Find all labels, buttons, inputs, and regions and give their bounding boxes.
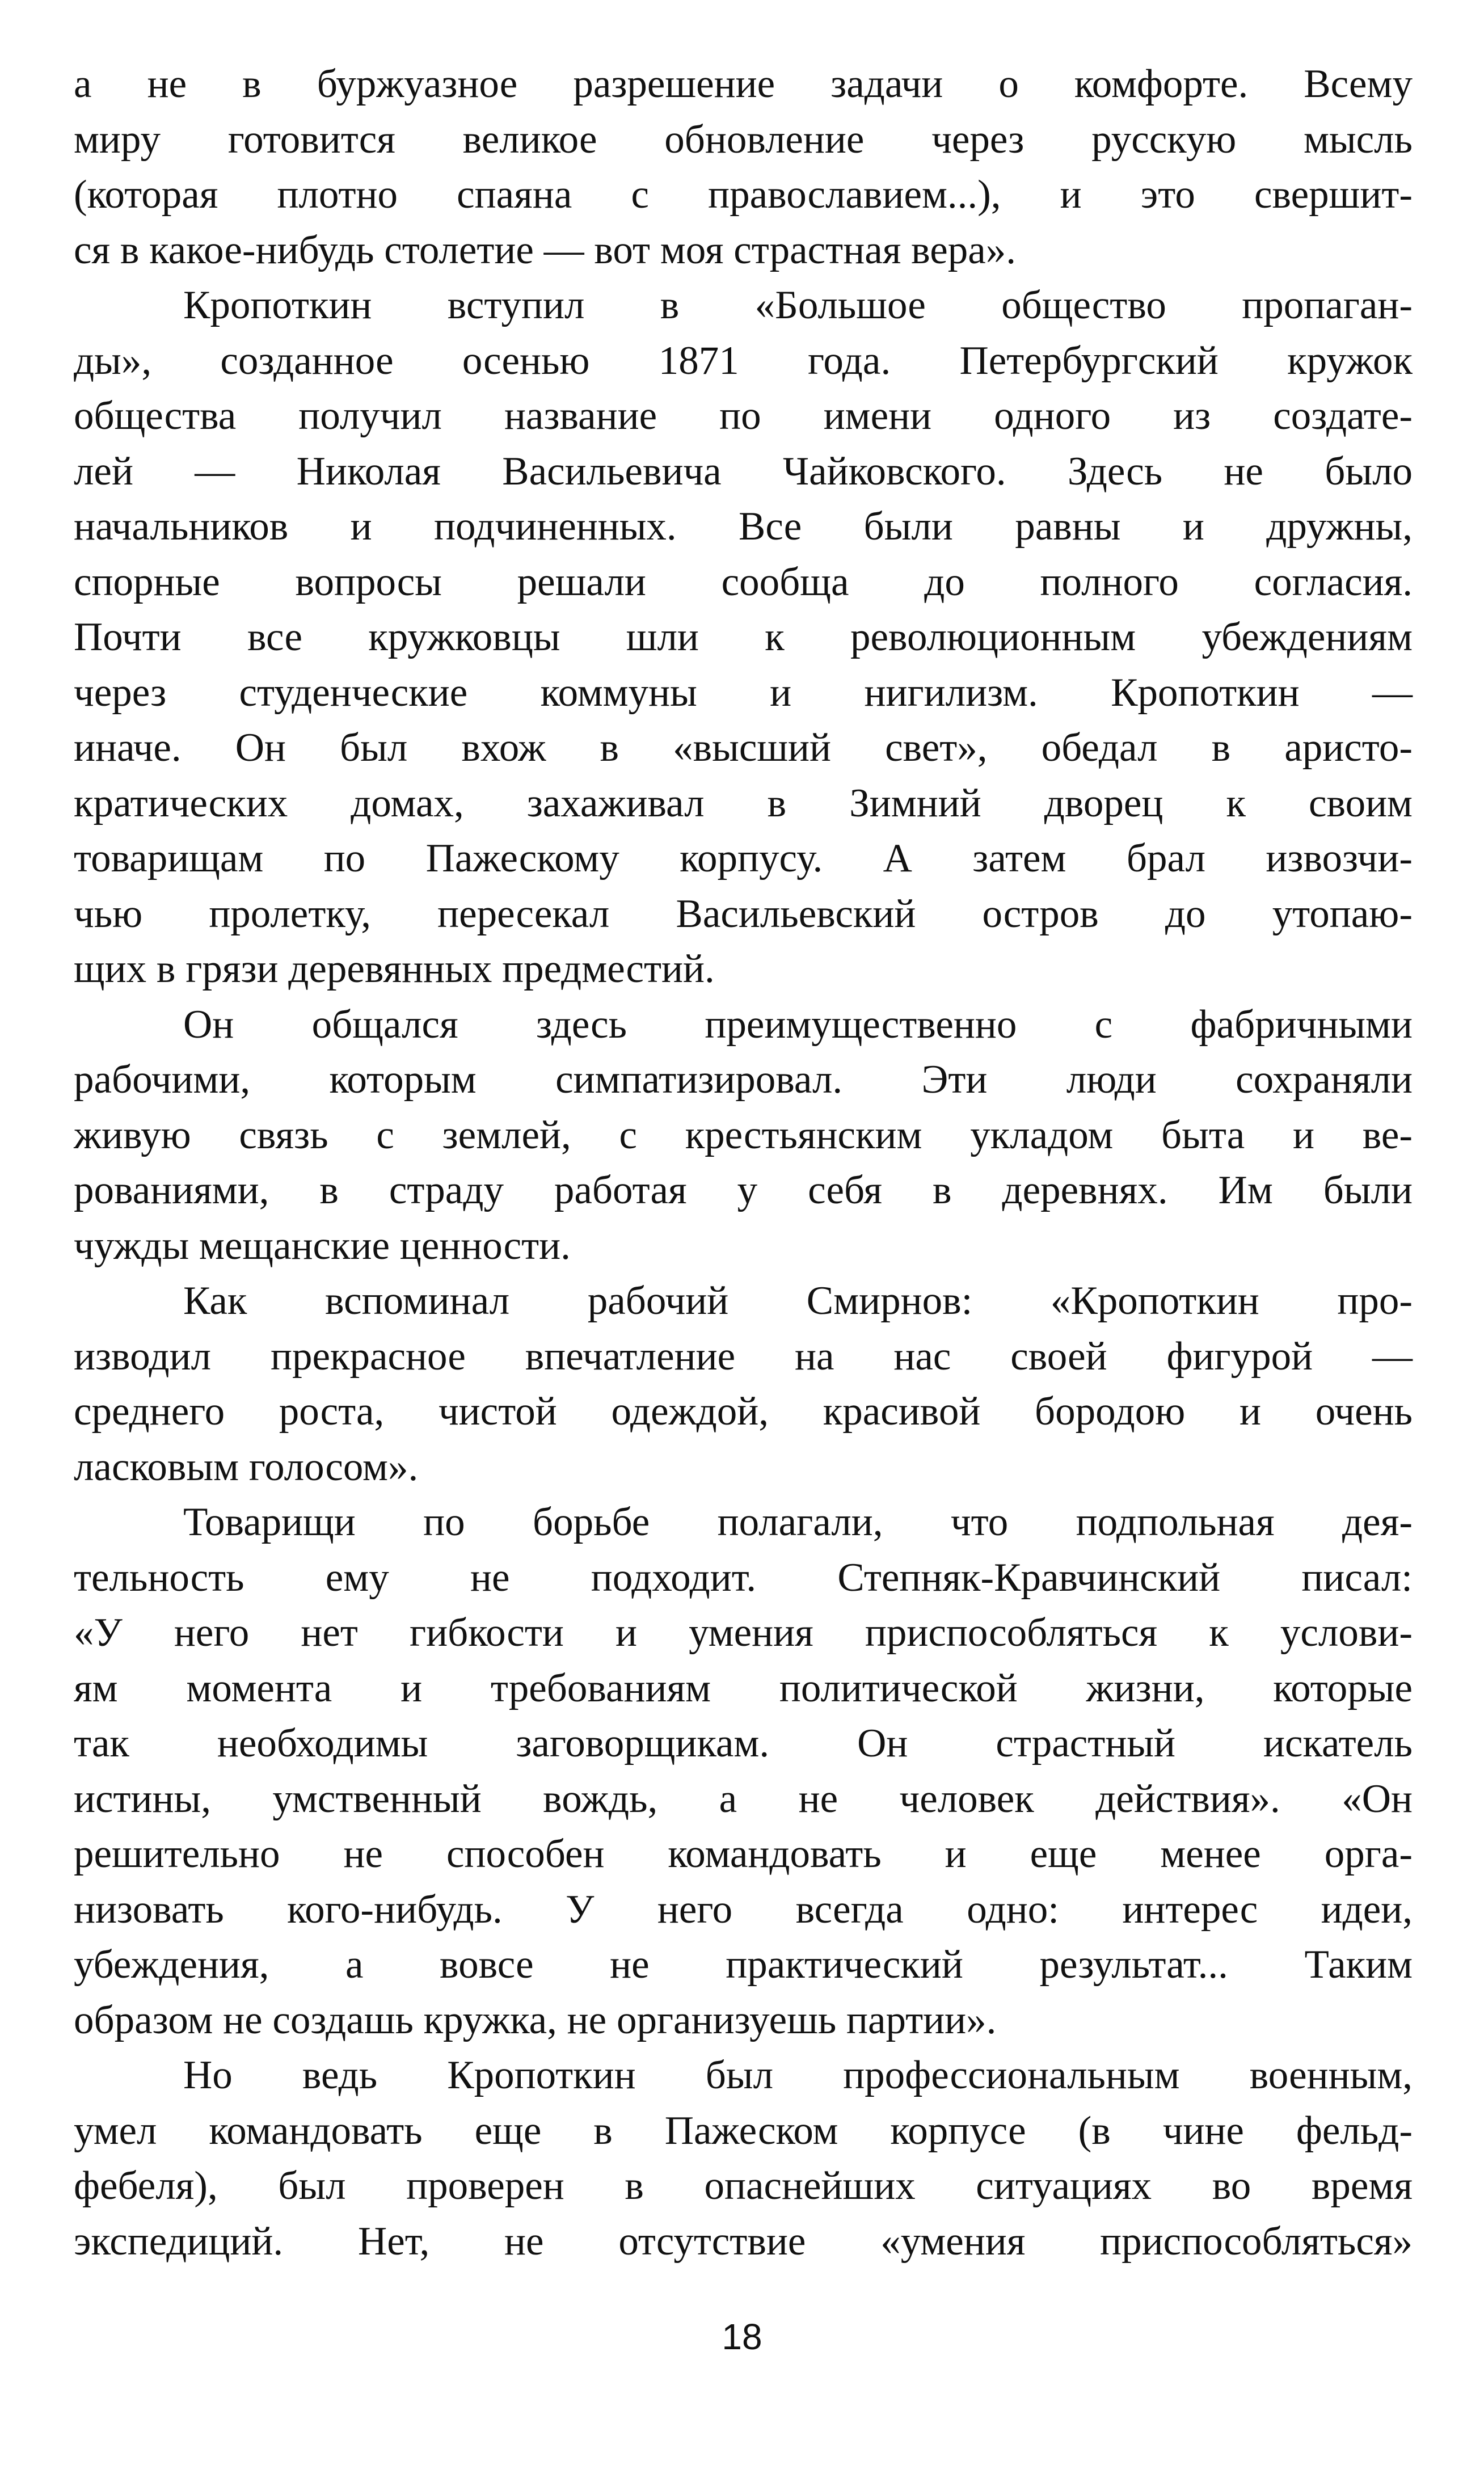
paragraph	[74, 2048, 1413, 2269]
page-body	[74, 57, 1413, 2417]
text-line: «У него нет гибкости и умения приспособляться к услови-	[74, 1611, 1413, 1655]
text-line: товарищам по Пажескому корпусу. А затем брал извозчи-	[74, 836, 1413, 880]
text-line: общества получил название по имени одного из создате-	[74, 394, 1413, 438]
text-line: ды», созданное осенью 1871 года. Петербургский кружок	[74, 338, 1413, 383]
text-line: начальников и подчиненных. Все были равны и дружны,	[74, 504, 1413, 549]
text-line: (которая плотно спаяна с православием...), и это свершит-	[74, 172, 1413, 217]
text-line: истины, умственный вождь, а не человек действия». «Он	[74, 1776, 1413, 1821]
text-line: Товарищи по борьбе полагали, что подпольная дея-	[183, 1500, 1413, 1544]
text-line: тельность ему не подходит. Степняк-Кравчинский писал:	[74, 1555, 1413, 1600]
text-line: Но ведь Кропоткин был профессиональным военным,	[183, 2053, 1413, 2097]
text-line: умел командовать еще в Пажеском корпусе (в чине фельд-	[74, 2108, 1413, 2153]
text-line: Кропоткин вступил в «Большое общество пропаган-	[183, 283, 1413, 327]
text-line: низовать кого-нибудь. У него всегда одно: интерес идеи,	[74, 1887, 1413, 1932]
paragraph	[74, 278, 1413, 997]
paragraph	[74, 57, 1413, 278]
text-line: чужды мещанские ценности.	[74, 1223, 571, 1268]
paragraph	[74, 1274, 1413, 1495]
text-line: Как вспоминал рабочий Смирнов: «Кропоткин про-	[183, 1279, 1413, 1323]
text-line: миру готовится великое обновление через русскую мысль	[74, 117, 1413, 162]
text-line: экспедиций. Нет, не отсутствие «умения приспособляться»	[74, 2219, 1413, 2264]
text-line: ласковым голосом».	[74, 1444, 419, 1489]
text-line: а не в буржуазное разрешение задачи о комфорте. Всему	[74, 62, 1413, 106]
text-line: лей — Николая Васильевича Чайковского. Здесь не было	[74, 449, 1413, 494]
text-line: живую связь с землей, с крестьянским укладом быта и ве-	[74, 1112, 1413, 1157]
text-line: среднего роста, чистой одеждой, красивой бородою и очень	[74, 1389, 1413, 1434]
text-line: ся в какое-нибудь столетие — вот моя страстная вера».	[74, 227, 1017, 272]
text-line: через студенческие коммуны и нигилизм. Кропоткин —	[74, 670, 1413, 715]
text-line: щих в грязи деревянных предместий.	[74, 947, 715, 991]
text-line: Он общался здесь преимущественно с фабричными	[183, 1002, 1413, 1047]
text-line: спорные вопросы решали сообща до полного согласия.	[74, 559, 1413, 604]
text-line: рабочими, которым симпатизировал. Эти люди сохраняли	[74, 1057, 1413, 1102]
text-line: кратических домах, захаживал в Зимний дворец к своим	[74, 781, 1413, 825]
text-line: ям момента и требованиям политической жизни, которые	[74, 1666, 1413, 1710]
paragraph	[74, 1495, 1413, 2048]
text-line: образом не создашь кружка, не организуешь партии».	[74, 1997, 997, 2042]
text-line: решительно не способен командовать и еще менее орга-	[74, 1832, 1413, 1876]
text-line: Почти все кружковцы шли к революционным убеждениям	[74, 615, 1413, 659]
text-line: убеждения, а вовсе не практический результат... Таким	[74, 1942, 1413, 1987]
text-line: так необходимы заговорщикам. Он страстный искатель	[74, 1721, 1413, 1765]
text-line: иначе. Он был вхож в «высший свет», обедал в аристо-	[74, 726, 1413, 770]
paragraph	[74, 997, 1413, 1274]
text-line: чью пролетку, пересекал Васильевский остров до утопаю-	[74, 891, 1413, 936]
page-number: 18	[722, 2316, 762, 2357]
text-line: рованиями, в страду работая у себя в деревнях. Им были	[74, 1168, 1413, 1212]
text-line: изводил прекрасное впечатление на нас своей фигурой —	[74, 1334, 1413, 1379]
text-line: фебеля), был проверен в опаснейших ситуациях во время	[74, 2164, 1413, 2208]
